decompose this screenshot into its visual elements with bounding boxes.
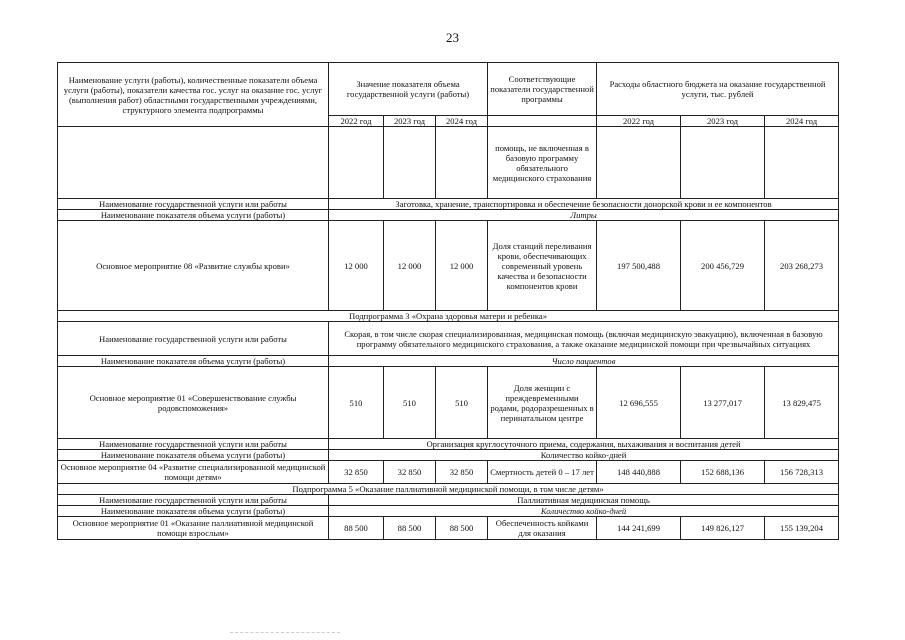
expense-cell: 155 139,204	[765, 517, 839, 540]
empty-cell	[384, 127, 436, 199]
value-cell: 32 850	[384, 461, 436, 484]
measure-name: Основное мероприятие 08 «Развитие службы крови»	[58, 221, 329, 311]
value-cell: 510	[436, 367, 488, 439]
value-cell: 12 000	[384, 221, 436, 311]
year-cell: 2024 год	[436, 116, 488, 127]
measure-name: Основное мероприятие 01 «Совершенствование службы родовспоможения»	[58, 367, 329, 439]
scan-artifact	[230, 632, 340, 634]
table-row	[58, 506, 839, 517]
indicator-cell: помощь, не включенная в базовую программу обязательного медицинского страхования	[488, 127, 597, 199]
year-cell: 2022 год	[597, 116, 681, 127]
row-label: Наименование показателя объема услуги (работы)	[58, 210, 329, 221]
table-row	[58, 495, 839, 506]
empty-cell	[681, 127, 765, 199]
expense-cell: 149 826,127	[681, 517, 765, 540]
row-label: Наименование показателя объема услуги (работы)	[58, 356, 329, 367]
row-label: Наименование государственной услуги или работы	[58, 439, 329, 450]
measure-name: Основное мероприятие 04 «Развитие специализированной медицинской помощи детям»	[58, 461, 329, 484]
empty-cell	[488, 116, 597, 127]
subprogram-title: Подпрограмма 5 «Оказание паллиативной медицинской помощи, в том числе детям»	[58, 484, 839, 495]
header-name-column: Наименование услуги (работы), количественные показатели объема услуги (работы), показатели качества гос. услуг на оказание гос. услуг (выполнения работ) областными государственными учреждениями, структурного элемента подпрограммы	[58, 63, 329, 127]
table-row	[58, 210, 839, 221]
table-row	[58, 517, 839, 540]
service-name: Заготовка, хранение, транспортировка и обеспечение безопасности донорской крови и ее компонентов	[329, 199, 839, 210]
table-row	[58, 439, 839, 450]
services-table	[57, 62, 839, 540]
value-cell: 510	[384, 367, 436, 439]
empty-cell	[765, 127, 839, 199]
empty-cell	[436, 127, 488, 199]
indicator-cell: Доля женщин с преждевременными родами, родоразрешенных в перинатальном центре	[488, 367, 597, 439]
value-cell: 32 850	[329, 461, 384, 484]
volume-indicator: Количество койко-дней	[329, 506, 839, 517]
table-row	[58, 127, 839, 199]
empty-cell	[58, 127, 329, 199]
row-label: Наименование показателя объема услуги (работы)	[58, 506, 329, 517]
header-expenses-column: Расходы областного бюджета на оказание государственной услуги, тыс. рублей	[597, 63, 839, 116]
subprogram-row	[58, 311, 839, 322]
value-cell: 32 850	[436, 461, 488, 484]
table-row	[58, 199, 839, 210]
table-row	[58, 322, 839, 356]
empty-cell	[597, 127, 681, 199]
expense-cell: 12 696,555	[597, 367, 681, 439]
header-row	[58, 63, 839, 116]
service-name: Паллиативная медицинская помощь	[329, 495, 839, 506]
subprogram-title: Подпрограмма 3 «Охрана здоровья матери и ребенка»	[58, 311, 839, 322]
subprogram-row	[58, 484, 839, 495]
service-name: Организация круглосуточного приема, содержания, выхаживания и воспитания детей	[329, 439, 839, 450]
row-label: Наименование государственной услуги или работы	[58, 322, 329, 356]
expense-cell: 13 277,017	[681, 367, 765, 439]
header-value-column: Значение показателя объема государственной услуги (работы)	[329, 63, 488, 116]
year-cell: 2023 год	[384, 116, 436, 127]
expense-cell: 144 241,699	[597, 517, 681, 540]
table-row	[58, 367, 839, 439]
row-label: Наименование государственной услуги или работы	[58, 495, 329, 506]
expense-cell: 156 728,313	[765, 461, 839, 484]
volume-indicator: Число пациентов	[329, 356, 839, 367]
expense-cell: 197 500,488	[597, 221, 681, 311]
value-cell: 88 500	[384, 517, 436, 540]
measure-name: Основное мероприятие 01 «Оказание паллиативной медицинской помощи взрослым»	[58, 517, 329, 540]
value-cell: 12 000	[329, 221, 384, 311]
indicator-cell: Обеспеченность койками для оказания	[488, 517, 597, 540]
indicator-cell: Доля станций переливания крови, обеспечивающих современный уровень качества и безопасности компонентов крови	[488, 221, 597, 311]
table-row	[58, 356, 839, 367]
expense-cell: 203 268,273	[765, 221, 839, 311]
value-cell: 88 500	[436, 517, 488, 540]
row-label: Наименование показателя объема услуги (работы)	[58, 450, 329, 461]
indicator-cell: Смертность детей 0 – 17 лет	[488, 461, 597, 484]
value-cell: 510	[329, 367, 384, 439]
volume-indicator: Литры	[329, 210, 839, 221]
value-cell: 88 500	[329, 517, 384, 540]
year-cell: 2022 год	[329, 116, 384, 127]
table-row	[58, 461, 839, 484]
expense-cell: 152 688,136	[681, 461, 765, 484]
expense-cell: 148 440,888	[597, 461, 681, 484]
service-name: Скорая, в том числе скорая специализированная, медицинская помощь (включая медицинскую эвакуацию), включенная в базовую программу обязательного медицинского страхования, а также оказание медицинской помощи при чрезвычайных ситуациях	[329, 322, 839, 356]
value-cell: 12 000	[436, 221, 488, 311]
volume-indicator: Количество койко-дней	[329, 450, 839, 461]
year-cell: 2023 год	[681, 116, 765, 127]
page-number: 23	[446, 30, 459, 45]
empty-cell	[329, 127, 384, 199]
row-label: Наименование государственной услуги или работы	[58, 199, 329, 210]
expense-cell: 200 456,729	[681, 221, 765, 311]
table-row	[58, 221, 839, 311]
header-indicators-column: Соответствующие показатели государственной программы	[488, 63, 597, 116]
expense-cell: 13 829,475	[765, 367, 839, 439]
table-row	[58, 450, 839, 461]
year-cell: 2024 год	[765, 116, 839, 127]
